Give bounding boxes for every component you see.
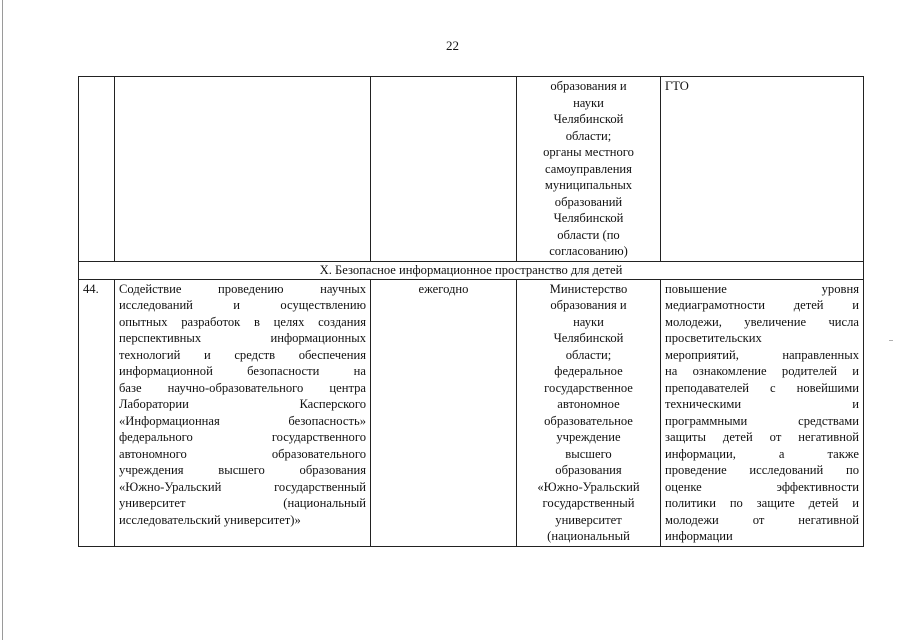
- result-line: политики по защите детей и: [665, 496, 859, 510]
- table-row-section: [79, 261, 864, 279]
- activity-line: перспективных информационных: [119, 331, 366, 345]
- activity-line: технологий и средств обеспечения: [119, 347, 366, 362]
- result-line: мероприятий, направленных: [665, 347, 859, 362]
- responsible-line: самоуправления: [545, 161, 632, 176]
- result-line: молодежи, увеличение числа: [665, 314, 859, 329]
- cell-activity-empty: [115, 77, 371, 262]
- cell-deadline: ежегодно: [371, 279, 517, 546]
- responsible-line: согласованию): [549, 244, 628, 258]
- activity-line: Лаборатории Касперского: [119, 397, 366, 411]
- responsible-line: науки: [573, 314, 604, 329]
- responsible-line: Министерство: [549, 281, 628, 296]
- responsible-line: образования и: [550, 79, 627, 93]
- responsible-line: высшего: [565, 446, 612, 461]
- result-line: повышение уровня: [665, 281, 859, 296]
- result-line: техническими и: [665, 397, 859, 411]
- cell-responsible-continued: [517, 77, 661, 262]
- activity-line: «Информационная безопасность»: [119, 413, 366, 428]
- responsible-line: образовательное: [544, 413, 633, 428]
- activity-line: опытных разработок в целях создания: [119, 314, 366, 329]
- responsible-line: государственный: [542, 496, 635, 510]
- result-line: проведение исследований по: [665, 463, 859, 477]
- responsible-line: Челябинской: [553, 331, 624, 345]
- responsible-line: органы местного: [543, 145, 634, 159]
- cell-row-number: 44.: [79, 279, 115, 546]
- activity-line: университет (национальный: [119, 496, 366, 510]
- activity-line: учреждения высшего образования: [119, 463, 366, 477]
- result-line: медиаграмотности детей и: [665, 298, 859, 312]
- result-line: информации: [665, 529, 733, 543]
- result-line: информации, а также: [665, 446, 859, 461]
- activity-line: исследований и осуществлению: [119, 298, 366, 312]
- cell-responsible: [517, 279, 661, 546]
- activity-line: федерального государственного: [119, 430, 366, 444]
- page-number: 22: [446, 38, 459, 53]
- activity-line: автономного образовательного: [119, 446, 366, 461]
- result-line: молодежи от негативной: [665, 512, 859, 527]
- responsible-line: Челябинской: [553, 211, 624, 225]
- responsible-line: образования и: [550, 298, 627, 312]
- responsible-line: области;: [565, 347, 612, 362]
- responsible-line: образования: [555, 463, 622, 477]
- activity-line: Содействие проведению научных: [119, 281, 366, 296]
- result-line: на ознакомление родителей и: [665, 364, 859, 378]
- measures-table: [78, 76, 864, 547]
- result-line: преподавателей с новейшими: [665, 380, 859, 395]
- result-line: просветительских: [665, 331, 762, 345]
- activity-line: информационной безопасности на: [119, 364, 366, 378]
- result-line: программными средствами: [665, 413, 859, 428]
- section-heading: X. Безопасное информационное пространство для детей: [79, 261, 864, 279]
- responsible-line: образований: [554, 194, 623, 209]
- scan-edge-line: [2, 0, 3, 640]
- responsible-line: федеральное: [554, 364, 623, 378]
- responsible-line: (национальный: [547, 529, 630, 543]
- table-row-44: [79, 279, 864, 546]
- cell-result-continued: ГТО: [661, 77, 864, 262]
- responsible-line: муниципальных: [544, 178, 633, 192]
- responsible-line: науки: [573, 95, 604, 110]
- responsible-line: области (по: [557, 227, 620, 242]
- responsible-line: автономное: [557, 397, 620, 411]
- cell-number-empty: [79, 77, 115, 262]
- cell-activity: [115, 279, 371, 546]
- cell-result: [661, 279, 864, 546]
- scan-mark: [889, 340, 893, 341]
- result-line: защиты детей от негативной: [665, 430, 859, 444]
- activity-line: исследовательский университет)»: [119, 512, 301, 527]
- responsible-line: области;: [565, 128, 612, 143]
- activity-line: базе научно-образовательного центра: [119, 380, 366, 395]
- responsible-line: университет: [555, 512, 622, 527]
- result-line: оценке эффективности: [665, 479, 859, 494]
- table-row-continued: [79, 77, 864, 262]
- responsible-line: «Южно-Уральский: [537, 479, 640, 494]
- responsible-line: учреждение: [556, 430, 621, 444]
- responsible-line: государственное: [544, 380, 633, 395]
- cell-deadline-empty: [371, 77, 517, 262]
- activity-line: «Южно-Уральский государственный: [119, 479, 366, 494]
- responsible-line: Челябинской: [553, 112, 624, 126]
